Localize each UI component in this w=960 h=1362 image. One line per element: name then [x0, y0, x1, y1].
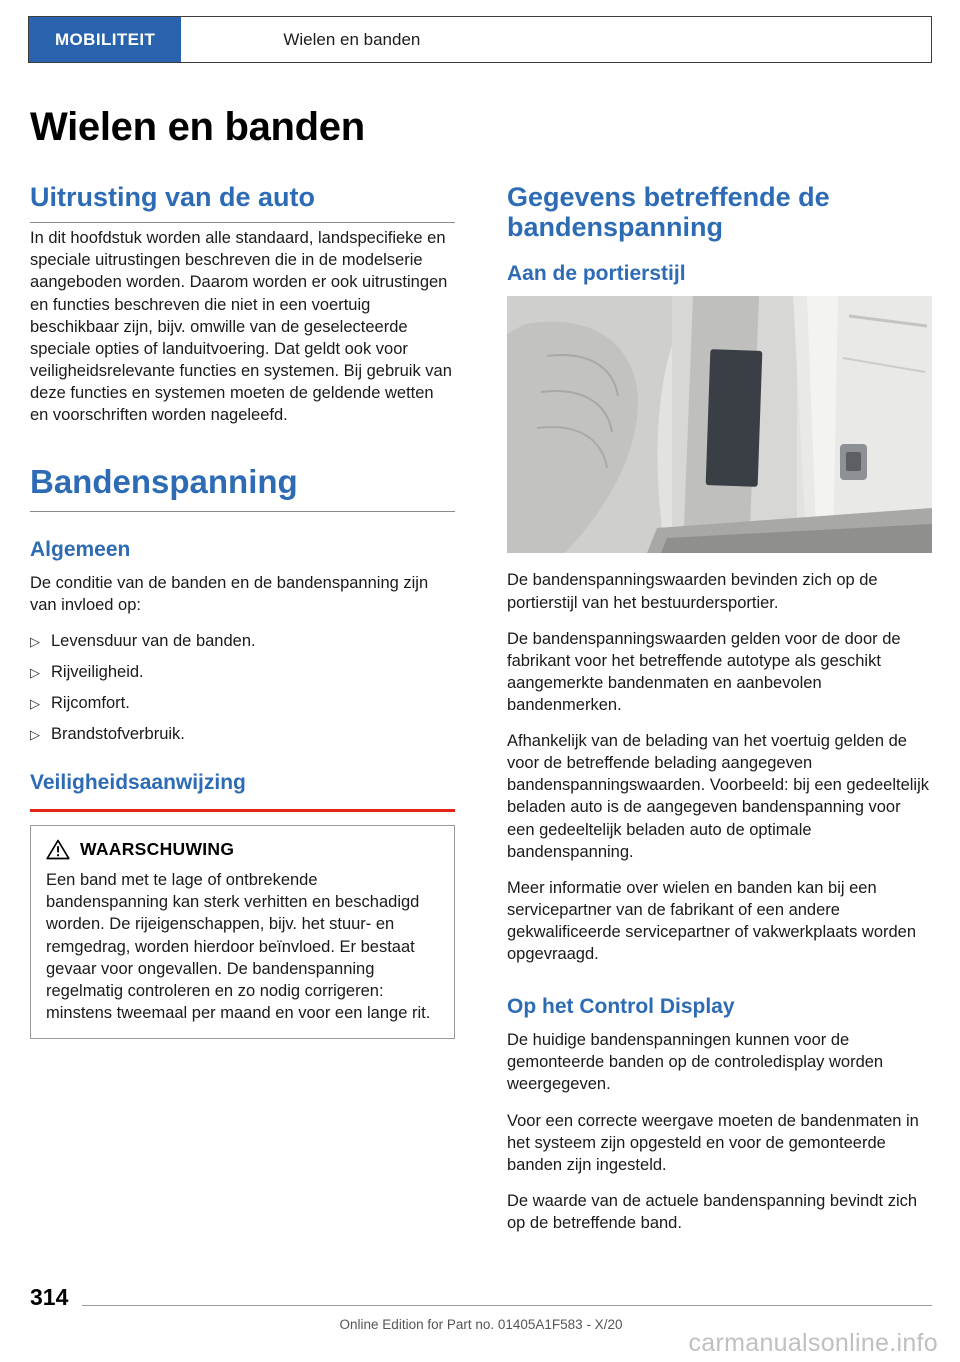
paragraph-control-1: De huidige bandenspanningen kunnen voor de gemonteerde banden op de controledisplay worden weergegeven.: [507, 1031, 884, 1094]
footer-divider: [82, 1305, 932, 1306]
edition-note: Online Edition for Part no. 01405A1F583 - X/20: [339, 1317, 623, 1332]
heading-uitrusting: Uitrusting van de auto: [30, 182, 455, 223]
page-number: 314: [30, 1284, 69, 1310]
page-footer: [30, 1284, 932, 1332]
heading-bandenspanning: Bandenspanning: [30, 464, 455, 511]
list-item: [30, 630, 455, 652]
list-item: [30, 661, 455, 683]
right-column: [507, 182, 932, 1248]
triangle-bullet-icon: ▷: [30, 727, 40, 743]
paragraph-portierstijl-2: De bandenspanningswaarden gelden voor de door de fabrikant voor het betreffende autotype als geschikt aangemerkte bandenmaten en aanbevolen bandenmerken.: [507, 629, 901, 715]
subheading-algemeen: Algemeen: [30, 537, 131, 561]
running-header: [28, 16, 932, 63]
list-item-text: Brandstofverbruik.: [51, 725, 185, 744]
list-item-text: Rijcomfort.: [51, 693, 130, 712]
watermark: carmanualsonline.info: [688, 1329, 938, 1357]
warning-box: [30, 825, 455, 1039]
subheading-control-display: Op het Control Display: [507, 995, 735, 1019]
triangle-bullet-icon: ▷: [30, 664, 40, 680]
page-title: Wielen en banden: [30, 105, 365, 149]
paragraph-control-2: Voor een correcte weergave moeten de bandenmaten in het systeem zijn opgesteld en voor de gemonteerde banden zijn ingesteld.: [507, 1111, 919, 1174]
paragraph-uitrusting: In dit hoofdstuk worden alle standaard, landspecifieke en speciale uitrustingen beschreven die in de modelserie aangeboden worden. Daarom worden er ook uitrustingen en functies beschreven die niet in een voertuig beschikbaar zijn, bijv. omwille van de geselecteerde speciale opties of landuitvoering. Dat geldt ook voor veiligheidsrelevante functies en systemen. Bij gebruik van deze functies en systemen moeten de geldende wetten en voorschriften worden nageleefd.: [30, 229, 452, 425]
door-pillar-photo: [507, 296, 932, 553]
paragraph-algemeen-intro: De conditie van de banden en de bandenspanning zijn van invloed op:: [30, 573, 429, 614]
warning-triangle-icon: [46, 839, 70, 860]
two-column-layout: [30, 182, 932, 1248]
left-column: [30, 182, 455, 1248]
list-item: [30, 692, 455, 714]
subheading-portierstijl: Aan de portierstijl: [507, 262, 686, 286]
warning-header: [46, 839, 439, 860]
paragraph-portierstijl-4: Meer informatie over wielen en banden kan bij een servicepartner van de fabrikant of een andere gekwalificeerde servicepartner of vakwerkplaats worden opgevraagd.: [507, 878, 917, 964]
chapter-tab: MOBILITEIT: [29, 17, 181, 62]
list-item-text: Rijveiligheid.: [51, 662, 144, 681]
paragraph-portierstijl-1: De bandenspanningswaarden bevinden zich op de portierstijl van het bestuurdersportier.: [507, 571, 878, 612]
warning-text: Een band met te lage of ontbrekende bandenspanning kan sterk verhitten en beschadigd worden. De rijeigenschappen, bijv. het stuur- en remgedrag, worden hierdoor beïnvloed. Er bestaat gevaar voor ongevallen. De bandenspanning regelmatig controleren en zo nodig corrigeren: minstens tweemaal per maand en voor een lange rit.: [46, 871, 431, 1022]
triangle-bullet-icon: ▷: [30, 633, 40, 649]
list-item: [30, 723, 455, 745]
list-item-text: Levensduur van de banden.: [51, 631, 256, 650]
paragraph-portierstijl-3: Afhankelijk van de belading van het voertuig gelden de voor de betreffende belading aangegeven bandenspanningswaarden. Voorbeeld: bij een gedeeltelijk beladen auto is de aangegeven bandenspanning voor een gedeeltelijk beladen auto de optimale bandenspanning.: [507, 732, 929, 861]
subheading-veiligheidsaanwijzing: Veiligheidsaanwijzing: [30, 771, 246, 795]
running-section-title: Wielen en banden: [283, 29, 421, 49]
warning-red-rule: [30, 809, 455, 812]
paragraph-control-3: De waarde van de actuele bandenspanning bevindt zich op de betreffende band.: [507, 1191, 918, 1232]
triangle-bullet-icon: ▷: [30, 695, 40, 711]
bullet-list: [30, 630, 455, 745]
warning-label: WAARSCHUWING: [80, 839, 235, 860]
heading-gegevens: Gegevens betreffende de bandenspanning: [507, 182, 830, 243]
